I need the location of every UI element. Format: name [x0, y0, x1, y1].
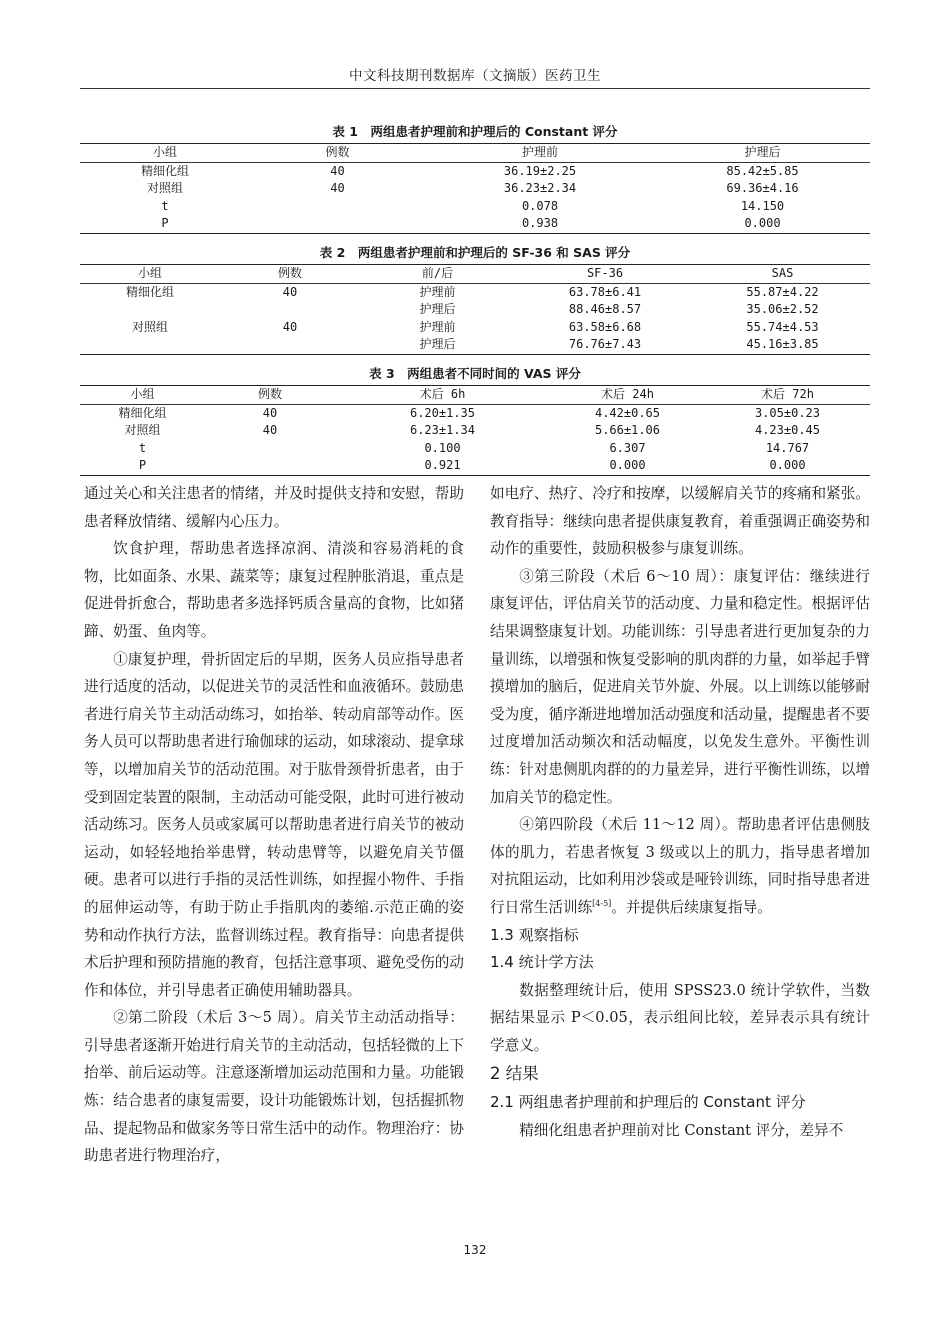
table-row — [80, 180, 870, 198]
table-cell: 63.58±6.68 — [568, 319, 642, 334]
table2 — [80, 264, 870, 355]
table-cell: 精细化组 — [118, 405, 167, 420]
table-cell: 35.06±2.52 — [746, 302, 819, 316]
section-heading-1-4: 1.4 统计学方法 — [490, 953, 594, 972]
table2-header: SAS — [695, 265, 870, 284]
table-cell: 76.76±7.43 — [568, 337, 642, 351]
table-row — [80, 336, 870, 354]
table-cell: P — [138, 458, 147, 472]
table-cell: P — [161, 216, 169, 230]
table-cell: 对照组 — [131, 319, 168, 334]
page-number: 132 — [463, 1243, 487, 1257]
table2-header: 前/后 — [360, 265, 515, 284]
table-cell: 40 — [330, 181, 345, 195]
table3-header: 术后 72h — [705, 386, 870, 405]
table-cell: 6.307 — [609, 440, 646, 455]
table-row — [80, 301, 870, 319]
table-row — [80, 162, 870, 180]
table-cell: 0.921 — [424, 458, 461, 472]
table-cell — [205, 457, 335, 475]
left-column — [84, 480, 464, 1170]
table-cell: 40 — [262, 423, 278, 437]
paragraph: 饮食护理，帮助患者选择凉润、清淡和容易消耗的食物，比如面条、水果、蔬菜等；康复过程肿胀消退，重点是促进骨折愈合，帮助患者多选择钙质含量高的食物，比如猪蹄、奶蛋、鱼肉等。 — [84, 540, 464, 640]
table-row — [80, 215, 870, 233]
table-cell: 85.42±5.85 — [726, 163, 799, 178]
paragraph — [490, 811, 870, 921]
table-cell: 0.100 — [424, 440, 461, 455]
table-cell: t — [138, 440, 147, 455]
paragraph: ③第三阶段（术后 6～10 周）：康复评估：继续进行康复评估，评估肩关节的活动度、力量和稳定性。根据评估结果调整康复计划。功能训练：引导患者进行更加复杂的力量训练，以增强和恢复受影响的肌肉群的力量，如举起手臂摸增加的脑后，促进肩关节外旋、外展。以上训练以能够耐受为度，循序渐进地增加活动强度和活动量，提醒患者不要过度增加活动频次和活动幅度，以免发生意外。平衡性训练：针对患侧肌肉群的的力量差异，进行平衡性训练，以增加肩关节的稳定性。 — [490, 567, 870, 806]
table-cell: 69.36±4.16 — [726, 181, 799, 195]
table-cell: 对照组 — [146, 181, 183, 195]
table-cell: 护理前 — [419, 319, 456, 334]
table-cell — [220, 301, 360, 319]
table-row — [80, 422, 870, 440]
table-cell: 36.19±2.25 — [503, 163, 577, 178]
table-cell: 护理后 — [419, 302, 456, 316]
section-heading-2-1: 2.1 两组患者护理前和护理后的 Constant 评分 — [490, 1093, 806, 1112]
table1-header: 护理后 — [655, 144, 870, 163]
table-cell — [80, 301, 220, 319]
table-cell: 14.767 — [765, 440, 810, 455]
table-cell: 6.20±1.35 — [409, 405, 476, 420]
table-cell: 5.66±1.06 — [594, 423, 661, 437]
table-cell: 14.150 — [740, 198, 785, 213]
table-row — [80, 457, 870, 475]
table-cell: 36.23±2.34 — [503, 181, 577, 195]
paragraph-text: ④第四阶段（术后 11～12 周）。帮助患者评估患侧肢体的肌力，若患者恢复 3 级或以上的肌力，指导患者增加对抗阻运动，比如利用沙袋或是哑铃训练，同时指导患者进行日常生活训练 — [490, 816, 870, 916]
table1 — [80, 143, 870, 234]
paragraph: 精细化组患者护理前对比 Constant 评分，差异不 — [519, 1122, 844, 1140]
table-cell: 0.000 — [769, 458, 806, 472]
table1-header: 护理前 — [425, 144, 655, 163]
table-cell: 3.05±0.23 — [754, 405, 821, 420]
right-column — [490, 480, 870, 1145]
table3-header: 术后 24h — [550, 386, 705, 405]
paragraph-text: 。并提供后续康复指导。 — [611, 898, 772, 916]
table-cell: 55.74±4.53 — [746, 319, 819, 334]
table-row — [80, 319, 870, 337]
paragraph: ②第二阶段（术后 3～5 周）。肩关节主动活动指导：引导患者逐渐开始进行肩关节的主动活动，包括轻微的上下抬举、前后运动等。注意逐渐增加运动范围和力量。功能锻炼：结合患者的康复需要，设计功能锻炼计划，包括握抓物品、提起物品和做家务等日常生活中的动作。物理治疗：协助患者进行物理治疗， — [84, 1009, 464, 1165]
paragraph: 通过关心和关注患者的情绪，并及时提供支持和安慰，帮助患者释放情绪、缓解内心压力。 — [84, 485, 464, 530]
citation-ref: [4-5] — [592, 899, 612, 909]
table1-header: 例数 — [250, 144, 425, 163]
table2-header: 小组 — [80, 265, 220, 284]
table-cell: 88.46±8.57 — [568, 302, 642, 316]
table-row — [80, 198, 870, 216]
table-cell: 4.42±0.65 — [594, 405, 661, 420]
table-cell — [80, 336, 220, 354]
table-cell: t — [161, 198, 169, 213]
table-row — [80, 404, 870, 422]
paragraph: 如电疗、热疗、冷疗和按摩，以缓解肩关节的疼痛和紧张。教育指导：继续向患者提供康复教育，着重强调正确姿势和动作的重要性，鼓励积极参与康复训练。 — [490, 485, 870, 558]
table2-title: 表 2 两组患者护理前和护理后的 SF-36 和 SAS 评分 — [319, 245, 631, 260]
table1-header: 小组 — [80, 144, 250, 163]
table-cell — [250, 198, 425, 216]
table-cell: 对照组 — [124, 423, 161, 437]
table1-title: 表 1 两组患者护理前和护理后的 Constant 评分 — [332, 124, 618, 139]
table-cell: 4.23±0.45 — [754, 423, 821, 437]
table-cell: 护理前 — [419, 284, 456, 299]
table-cell — [250, 215, 425, 233]
table-cell: 精细化组 — [140, 163, 189, 178]
table3-header: 术后 6h — [335, 386, 550, 405]
journal-header: 中文科技期刊数据库（文摘版）医药卫生 — [349, 68, 601, 84]
section-heading-1-3: 1.3 观察指标 — [490, 925, 579, 944]
table-cell: 40 — [282, 284, 298, 299]
table-cell: 护理后 — [419, 337, 456, 351]
table3 — [80, 385, 870, 476]
table-cell: 0.078 — [521, 198, 559, 213]
table-cell: 精细化组 — [125, 284, 174, 299]
table-cell: 45.16±3.85 — [746, 337, 819, 351]
table-cell: 40 — [262, 405, 278, 420]
paragraph: 数据整理统计后，使用 SPSS23.0 统计学软件，当数据结果显示 P＜0.05，表示组间比较，差异表示具有统计学意义。 — [490, 981, 870, 1054]
table2-header: SF-36 — [515, 265, 695, 284]
table-cell — [220, 336, 360, 354]
table-cell: 0.000 — [744, 216, 781, 230]
table-cell: 40 — [330, 163, 345, 178]
paragraph: ①康复护理，骨折固定后的早期，医务人员应指导患者进行适度的活动，以促进关节的灵活性和血液循环。鼓励患者进行肩关节主动活动练习，如抬举、转动肩部等动作。医务人员可以帮助患者进行瑜伽球的运动，如球滚动、提拿球等，以增加肩关节的活动范围。对于肱骨颈骨折患者，由于受到固定装置的限制，主动活动可能受限，此时可进行被动活动练习。医务人员或家属可以帮助患者进行肩关节的被动运动，如轻轻地抬举患臂，转动患臂等，以避免肩关节僵硬。患者可以进行手指的灵活性训练，如捏握小物件、手指的屈伸运动等，有助于防止手指肌肉的萎缩.示范正确的姿势和动作执行方法，监督训练过程。教育指导：向患者提供术后护理和预防措施的教育，包括注意事项、避免受伤的动作和体位，并引导患者正确使用辅助器具。 — [84, 650, 464, 999]
table-row — [80, 283, 870, 301]
table2-header: 例数 — [220, 265, 360, 284]
section-heading-2: 2 结果 — [490, 1064, 539, 1084]
table-cell: 55.87±4.22 — [746, 284, 819, 299]
table-cell: 63.78±6.41 — [568, 284, 642, 299]
table-cell: 0.938 — [521, 216, 559, 230]
table-cell: 40 — [282, 319, 298, 334]
table-cell: 0.000 — [609, 458, 646, 472]
table3-title: 表 3 两组患者不同时间的 VAS 评分 — [369, 366, 581, 381]
table-row — [80, 440, 870, 458]
table3-header: 例数 — [205, 386, 335, 405]
header-rule — [80, 88, 870, 89]
table-cell: 6.23±1.34 — [409, 423, 476, 437]
table3-header: 小组 — [80, 386, 205, 405]
table-cell — [205, 440, 335, 458]
